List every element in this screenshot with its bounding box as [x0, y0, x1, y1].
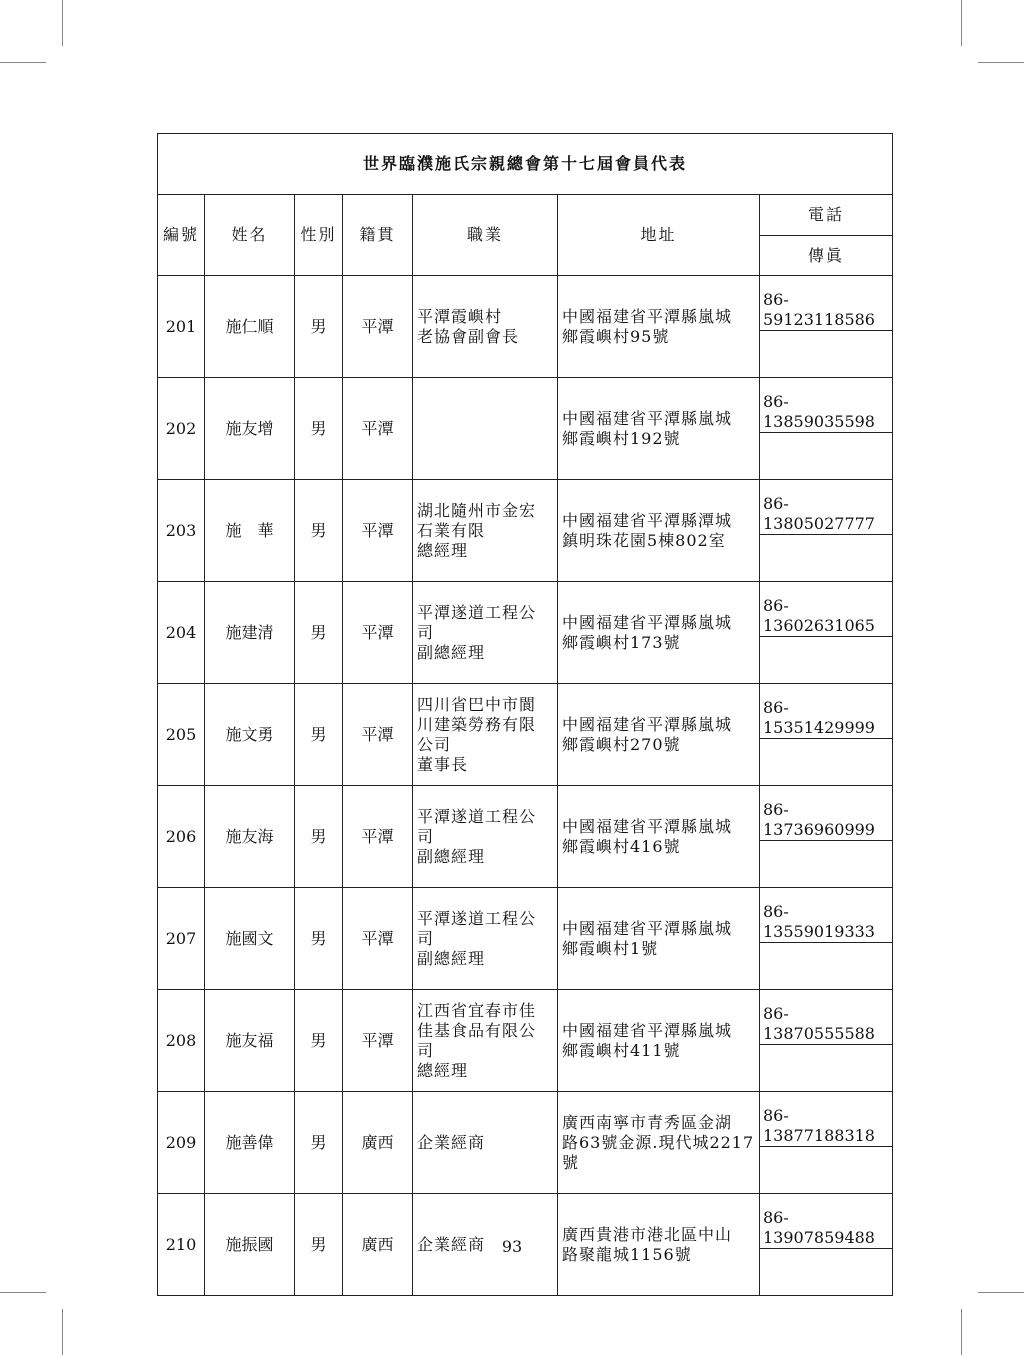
member-origin: 平潭 [343, 888, 413, 990]
address-line: 中國福建省平潭縣嵐城 [562, 918, 733, 938]
member-fax [760, 739, 893, 786]
member-occupation [413, 582, 558, 684]
member-fax [760, 1045, 893, 1092]
member-phone: 86-13859035598 [760, 378, 893, 433]
member-occupation [413, 276, 558, 378]
member-occupation [413, 990, 558, 1092]
member-origin: 廣西 [343, 1194, 413, 1296]
member-origin: 平潭 [343, 582, 413, 684]
member-phone: 86-13559019333 [760, 888, 893, 943]
occupation-line: 江西省宜春市佳 [417, 1000, 537, 1020]
crop-mark [62, 0, 63, 46]
member-gender: 男 [295, 582, 343, 684]
member-phone: 86-13870555588 [760, 990, 893, 1045]
header-row [158, 195, 893, 236]
member-gender: 男 [295, 786, 343, 888]
member-phone: 86-13736960999 [760, 786, 893, 841]
member-address [558, 990, 760, 1092]
header-occupation: 職業 [413, 195, 558, 276]
member-origin: 平潭 [343, 276, 413, 378]
crop-mark [961, 1309, 962, 1355]
occupation-line: 佳基食品有限公 [417, 1020, 537, 1040]
occupation-line: 副總經理 [417, 948, 486, 968]
member-name: 施建清 [205, 582, 295, 684]
address-line: 中國福建省平潭縣潭城 [562, 510, 733, 530]
address-line: 廣西南寧市青秀區金湖 [562, 1112, 733, 1132]
occupation-line: 石業有限 [417, 520, 486, 540]
member-occupation [413, 480, 558, 582]
member-name: 施友海 [205, 786, 295, 888]
page-number: 93 [501, 1237, 523, 1256]
crop-mark [978, 1292, 1024, 1293]
member-gender: 男 [295, 1092, 343, 1194]
address-line: 中國福建省平潭縣嵐城 [562, 306, 733, 326]
member-address [558, 582, 760, 684]
member-fax [760, 637, 893, 684]
occupation-line: 副總經理 [417, 846, 486, 866]
occupation-line: 企業經商 [417, 1234, 486, 1254]
member-origin: 平潭 [343, 378, 413, 480]
member-fax [760, 535, 893, 582]
table-row [158, 888, 893, 943]
address-line: 中國福建省平潭縣嵐城 [562, 816, 733, 836]
occupation-line: 企業經商 [417, 1132, 486, 1152]
address-line: 鄉霞嶼村192號 [562, 428, 681, 448]
member-number: 202 [158, 378, 205, 480]
member-gender: 男 [295, 378, 343, 480]
member-number: 203 [158, 480, 205, 582]
address-line: 鄉霞嶼村95號 [562, 326, 670, 346]
address-line: 中國福建省平潭縣嵐城 [562, 714, 733, 734]
header-gender: 性別 [295, 195, 343, 276]
member-phone: 86-15351429999 [760, 684, 893, 739]
crop-mark [978, 62, 1024, 63]
occupation-line: 平潭遂道工程公 [417, 602, 537, 622]
member-name: 施仁順 [205, 276, 295, 378]
member-address [558, 276, 760, 378]
occupation-line: 總經理 [417, 1060, 469, 1080]
member-gender: 男 [295, 990, 343, 1092]
table-row [158, 990, 893, 1045]
member-gender: 男 [295, 888, 343, 990]
member-origin: 廣西 [343, 1092, 413, 1194]
occupation-line: 司 [417, 622, 435, 642]
member-fax [760, 1147, 893, 1194]
occupation-line: 司 [417, 1040, 435, 1060]
table-row [158, 684, 893, 739]
header-fax: 傳眞 [760, 236, 893, 276]
address-line: 鄉霞嶼村416號 [562, 836, 681, 856]
member-number: 206 [158, 786, 205, 888]
address-line: 鄉霞嶼村270號 [562, 734, 681, 754]
member-name: 施友福 [205, 990, 295, 1092]
member-gender: 男 [295, 684, 343, 786]
member-occupation [413, 1092, 558, 1194]
member-phone: 86-59123118586 [760, 276, 893, 331]
member-occupation [413, 378, 558, 480]
member-roster-table [157, 133, 893, 1296]
header-origin: 籍貫 [343, 195, 413, 276]
table-row [158, 276, 893, 331]
occupation-line: 總經理 [417, 540, 469, 560]
occupation-line: 公司 [417, 734, 452, 754]
member-name: 施友增 [205, 378, 295, 480]
occupation-line: 平潭遂道工程公 [417, 908, 537, 928]
occupation-line: 老協會副會長 [417, 326, 520, 346]
header-phone: 電話 [760, 195, 893, 236]
member-address [558, 888, 760, 990]
table-title: 世界臨濮施氏宗親總會第十七屆會員代表 [158, 134, 893, 195]
address-line: 路聚龍城1156號 [562, 1244, 692, 1264]
address-line: 鄉霞嶼村173號 [562, 632, 681, 652]
member-number: 204 [158, 582, 205, 684]
address-line: 中國福建省平潭縣嵐城 [562, 612, 733, 632]
member-fax [760, 331, 893, 378]
member-origin: 平潭 [343, 480, 413, 582]
crop-mark [961, 0, 962, 46]
member-number: 207 [158, 888, 205, 990]
member-phone: 86-13907859488 [760, 1194, 893, 1249]
crop-mark [0, 62, 46, 63]
member-occupation [413, 786, 558, 888]
member-name: 施國文 [205, 888, 295, 990]
member-name: 施善偉 [205, 1092, 295, 1194]
member-number: 209 [158, 1092, 205, 1194]
member-fax [760, 841, 893, 888]
table-row [158, 786, 893, 841]
member-phone: 86-13805027777 [760, 480, 893, 535]
occupation-line: 川建築勞務有限 [417, 714, 537, 734]
occupation-line: 董事長 [417, 754, 469, 774]
address-line: 鄉霞嶼村411號 [562, 1040, 681, 1060]
member-address [558, 480, 760, 582]
member-origin: 平潭 [343, 786, 413, 888]
member-name: 施振國 [205, 1194, 295, 1296]
member-occupation [413, 684, 558, 786]
member-fax [760, 433, 893, 480]
address-line: 廣西貴港市港北區中山 [562, 1224, 733, 1244]
table-row [158, 378, 893, 433]
member-number: 210 [158, 1194, 205, 1296]
occupation-line: 副總經理 [417, 642, 486, 662]
occupation-line: 司 [417, 928, 435, 948]
address-line: 鎮明珠花園5棟802室 [562, 530, 726, 550]
address-line: 鄉霞嶼村1號 [562, 938, 659, 958]
member-gender: 男 [295, 1194, 343, 1296]
member-origin: 平潭 [343, 990, 413, 1092]
address-line: 號 [562, 1152, 580, 1172]
address-line: 中國福建省平潭縣嵐城 [562, 408, 733, 428]
member-occupation [413, 888, 558, 990]
occupation-line: 湖北隨州市金宏 [417, 500, 537, 520]
member-fax [760, 943, 893, 990]
occupation-line: 平潭霞嶼村 [417, 306, 503, 326]
member-address [558, 1092, 760, 1194]
member-address [558, 786, 760, 888]
table-row [158, 480, 893, 535]
crop-mark [62, 1309, 63, 1355]
member-gender: 男 [295, 480, 343, 582]
member-phone: 86-13877188318 [760, 1092, 893, 1147]
occupation-line: 司 [417, 826, 435, 846]
occupation-line: 平潭遂道工程公 [417, 806, 537, 826]
table-row [158, 1092, 893, 1147]
header-name: 姓名 [205, 195, 295, 276]
member-address [558, 378, 760, 480]
member-number: 208 [158, 990, 205, 1092]
occupation-line: 四川省巴中市閬 [417, 694, 537, 714]
member-phone: 86-13602631065 [760, 582, 893, 637]
address-line: 路63號金源.現代城2217 [562, 1132, 755, 1152]
header-address: 地址 [558, 195, 760, 276]
member-address [558, 684, 760, 786]
crop-mark [0, 1292, 46, 1293]
member-name: 施 華 [205, 480, 295, 582]
member-number: 201 [158, 276, 205, 378]
member-number: 205 [158, 684, 205, 786]
member-name: 施文勇 [205, 684, 295, 786]
header-number: 編號 [158, 195, 205, 276]
table-row [158, 582, 893, 637]
member-origin: 平潭 [343, 684, 413, 786]
address-line: 中國福建省平潭縣嵐城 [562, 1020, 733, 1040]
member-gender: 男 [295, 276, 343, 378]
title-row [158, 134, 893, 195]
